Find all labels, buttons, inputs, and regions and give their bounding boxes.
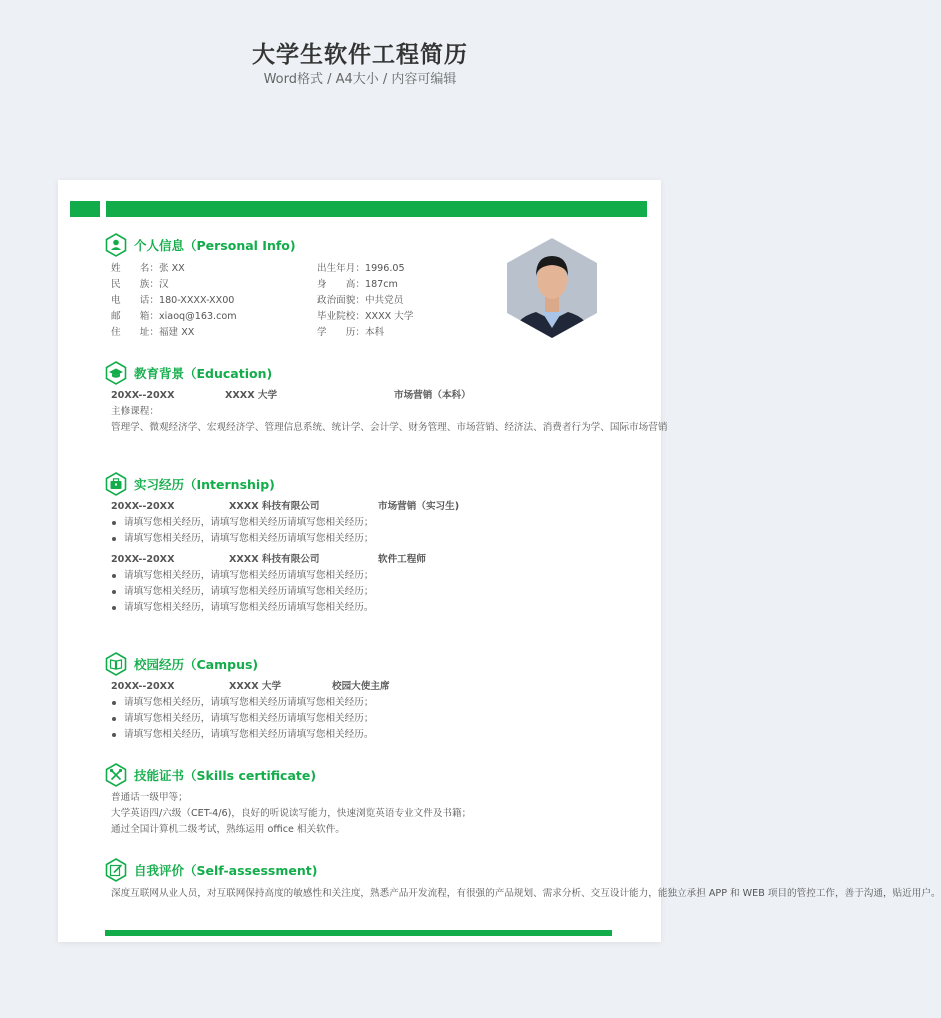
info-phone: 电 话：180-XXXX-XX00: [111, 295, 235, 306]
info-email: 邮 箱：xiaoq@163.com: [111, 311, 237, 322]
info-name: 姓 名：张 XX: [111, 263, 185, 274]
info-birth: 出生年月：1996.05: [317, 263, 405, 274]
info-ethnicity: 民 族：汉: [111, 279, 169, 290]
page-title: 大学生软件工程简历: [252, 42, 468, 68]
job1-role: 市场营销（实习生): [378, 501, 460, 512]
edu-major: 市场营销（本科）: [394, 390, 471, 401]
section-title: 实习经历（Internship): [134, 477, 275, 492]
top-bar-small: [70, 201, 100, 217]
list-item: 请填写您相关经历，请填写您相关经历请填写您相关经历；: [110, 531, 373, 547]
edu-courses-label: 主修课程：: [111, 406, 159, 417]
edu-period: 20XX--20XX: [111, 390, 175, 401]
info-school: 毕业院校：XXXX 大学: [317, 311, 414, 322]
list-item: 请填写您相关经历，请填写您相关经历请填写您相关经历；: [110, 711, 373, 727]
edu-courses: 管理学、微观经济学、宏观经济学、管理信息系统、统计学、会计学、财务管理、市场营销、经济法、消费者行为学、国际市场营销: [111, 422, 668, 433]
person-icon: [105, 233, 127, 257]
section-title: 自我评价（Self-assessment): [134, 863, 318, 878]
job2-company: XXXX 科技有限公司: [229, 554, 320, 565]
section-title: 校园经历（Campus): [134, 657, 259, 672]
section-title: 个人信息（Personal Info): [134, 238, 296, 253]
campus-role: 校园大使主席: [332, 681, 390, 692]
top-bar-long: [106, 201, 647, 217]
campus-school: XXXX 大学: [229, 681, 282, 692]
skill-line: 大学英语四/六级（CET-4/6)，良好的听说读写能力，快速浏览英语专业文件及书籍；: [111, 808, 472, 819]
skill-line: 普通话一级甲等；: [111, 792, 188, 803]
info-height: 身 高：187cm: [317, 279, 398, 290]
edu-school: XXXX 大学: [225, 390, 278, 401]
info-address: 住 址：福建 XX: [111, 327, 195, 338]
job1-company: XXXX 科技有限公司: [229, 501, 320, 512]
list-item: 请填写您相关经历，请填写您相关经历请填写您相关经历。: [110, 727, 373, 743]
graduation-cap-icon: [105, 361, 127, 385]
section-title: 技能证书（Skills certificate): [134, 768, 317, 783]
section-title: 教育背景（Education): [134, 366, 273, 381]
list-item: 请填写您相关经历，请填写您相关经历请填写您相关经历；: [110, 695, 373, 711]
profile-photo: [500, 236, 604, 340]
page-subtitle: Word格式 / A4大小 / 内容可编辑: [263, 72, 457, 87]
list-item: 请填写您相关经历，请填写您相关经历请填写您相关经历；: [110, 515, 373, 531]
job2-period: 20XX--20XX: [111, 554, 175, 565]
self-assessment-text: 深度互联网从业人员，对互联网保持高度的敏感性和关注度，熟悉产品开发流程，有很强的产品规划、需求分析、交互设计能力，能独立承担 APP 和 WEB 项目的管控工作，善于沟通，贴近用户。: [111, 888, 941, 899]
book-icon: [105, 652, 127, 676]
list-item: 请填写您相关经历，请填写您相关经历请填写您相关经历；: [110, 584, 373, 600]
briefcase-icon: [105, 472, 127, 496]
skill-line: 通过全国计算机二级考试，熟练运用 office 相关软件。: [111, 824, 345, 835]
bottom-bar: [105, 930, 612, 936]
tools-icon: [105, 763, 127, 787]
list-item: 请填写您相关经历，请填写您相关经历请填写您相关经历；: [110, 568, 373, 584]
campus-period: 20XX--20XX: [111, 681, 175, 692]
edit-icon: [105, 858, 127, 882]
info-political: 政治面貌：中共党员: [317, 295, 404, 306]
job2-role: 软件工程师: [378, 554, 426, 565]
info-degree: 学 历：本科: [317, 327, 385, 338]
list-item: 请填写您相关经历，请填写您相关经历请填写您相关经历。: [110, 600, 373, 616]
resume-page: [58, 180, 941, 942]
job1-period: 20XX--20XX: [111, 501, 175, 512]
